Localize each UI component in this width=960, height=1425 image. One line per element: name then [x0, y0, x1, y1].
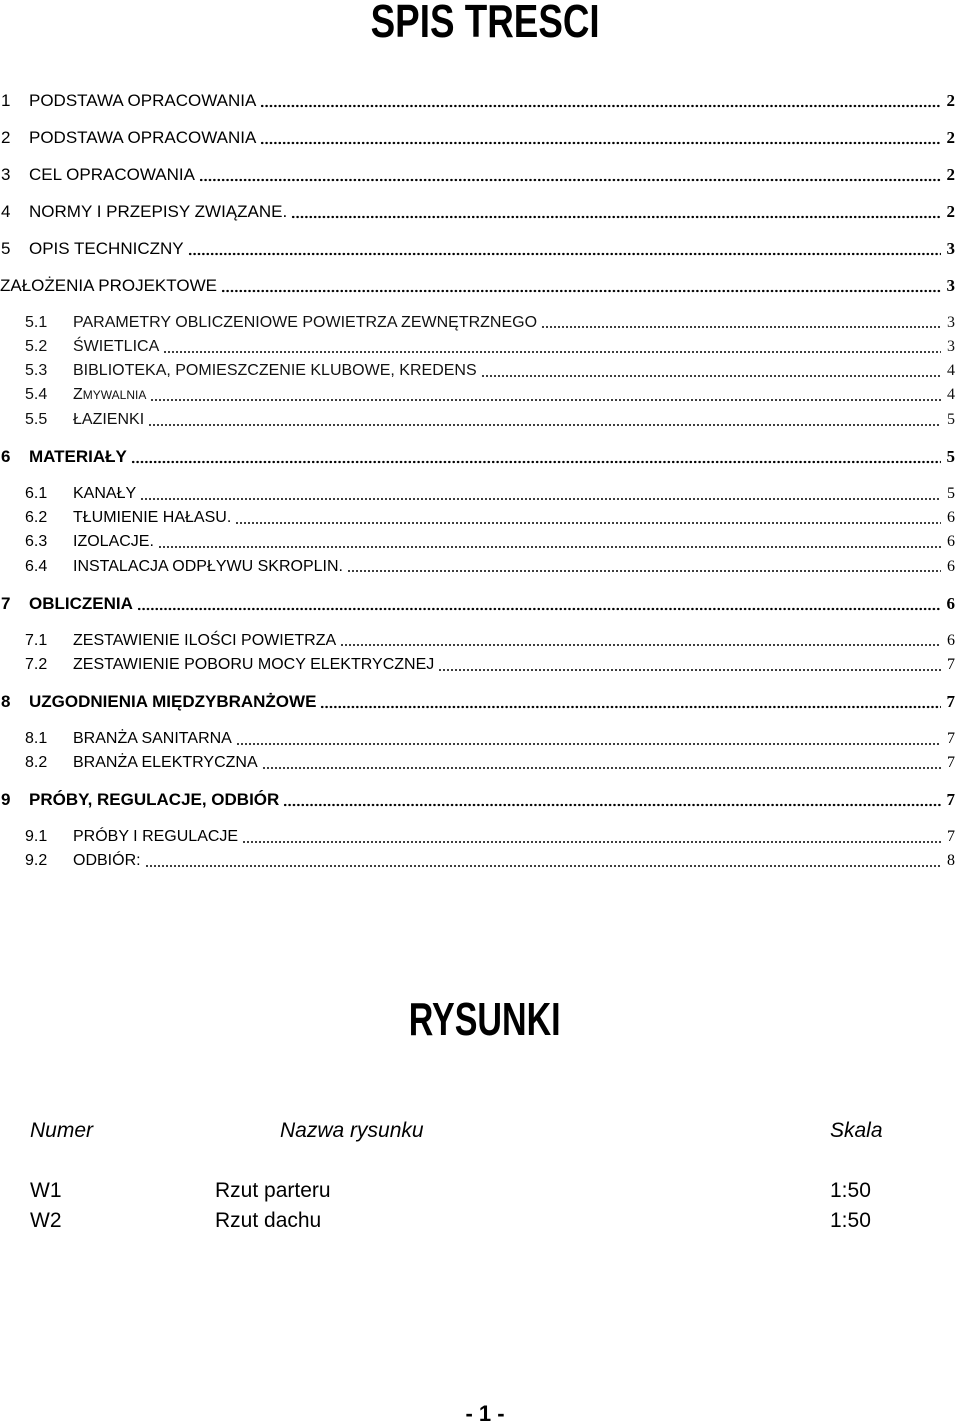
toc-entry-5[interactable]: [0, 237, 955, 261]
dot-leader: [131, 445, 941, 469]
dot-leader: [262, 751, 941, 775]
toc-entry-page: 7: [946, 691, 955, 711]
dot-leader: [145, 849, 941, 873]
drawing-scale: 1:50: [830, 1209, 871, 1232]
dot-leader: [188, 237, 941, 261]
toc-entry-number: 6: [1, 446, 11, 466]
toc-entry-number: 8: [1, 691, 11, 711]
toc-entry-title: BRANŻA SANITARNA: [73, 729, 232, 747]
toc-entry-number: 5.5: [25, 410, 48, 428]
toc-entry-7-1[interactable]: [0, 629, 955, 653]
toc-entry-9-2[interactable]: [0, 849, 955, 873]
toc-entry-number: 6.2: [25, 509, 48, 527]
dot-leader: [236, 727, 941, 751]
toc-entry-number: 8.2: [25, 754, 48, 772]
dot-leader: [148, 408, 941, 432]
table-row: [0, 1208, 960, 1234]
toc-entry-number: 6.4: [25, 557, 48, 575]
toc-entry-6[interactable]: [0, 445, 955, 469]
dot-leader: [199, 163, 941, 187]
toc-entry-7[interactable]: [0, 592, 955, 616]
toc-entry-page: 7: [946, 790, 955, 810]
toc-entry-number: 5.1: [25, 313, 48, 331]
toc-entry-6-1[interactable]: [0, 482, 955, 506]
dot-leader: [291, 200, 940, 224]
toc-entry-page: 5: [946, 446, 955, 466]
toc-entry-title: OPIS TECHNICZNY: [29, 238, 184, 258]
toc-entry-page: 7: [947, 754, 955, 772]
dot-leader: [340, 629, 941, 653]
column-header-name: Nazwa rysunku: [280, 1119, 424, 1142]
toc-entry-page: 8: [947, 852, 955, 870]
toc-entry-4[interactable]: [0, 200, 955, 224]
dot-leader: [481, 359, 941, 383]
toc-entry-title: INSTALACJA ODPŁYWU SKROPLIN.: [73, 557, 343, 575]
toc-entry-number: 9: [1, 790, 11, 810]
toc-entry-title: PRÓBY I REGULACJE: [73, 828, 239, 846]
toc-entry-title: KANAŁY: [73, 484, 137, 502]
toc-entry-number: 9.1: [25, 828, 48, 846]
toc-entry-number: 9.2: [25, 852, 48, 870]
toc-entry-page: 2: [946, 127, 955, 147]
toc-entry-title: ŁAZIENKI: [73, 410, 145, 428]
dot-leader: [221, 274, 941, 298]
toc-entry-page: 7: [947, 729, 955, 747]
toc-entry-page: 6: [947, 509, 955, 527]
dot-leader: [283, 788, 940, 812]
drawings-table-header: [0, 1118, 960, 1144]
toc-entry-title: BRANŻA ELEKTRYCZNA: [73, 754, 258, 772]
toc-entry-number: 6.1: [25, 484, 48, 502]
dot-leader: [140, 482, 941, 506]
toc-entry-9[interactable]: [0, 788, 955, 812]
toc-entry-title: MATERIAŁY: [29, 446, 127, 466]
drawing-number: W1: [30, 1179, 62, 1202]
table-row: [0, 1178, 960, 1204]
toc-entry-title: IZOLACJE.: [73, 533, 154, 551]
toc-entry-5-1[interactable]: [0, 311, 955, 335]
dot-leader: [347, 555, 941, 579]
toc-entry-3[interactable]: [0, 163, 955, 187]
toc-entry-number: 6.3: [25, 533, 48, 551]
column-header-number: Numer: [30, 1119, 94, 1142]
toc-entry-page: 6: [947, 631, 955, 649]
toc-entry-9-1[interactable]: [0, 825, 955, 849]
toc-entry-6-4[interactable]: [0, 555, 955, 579]
toc-entry-page: 5: [947, 410, 955, 428]
toc-entry-title: ODBIÓR:: [73, 852, 141, 870]
toc-entry-page: 3: [946, 275, 955, 295]
toc-entry-5-3[interactable]: [0, 359, 955, 383]
toc-entry-title: BIBLIOTEKA, POMIESZCZENIE KLUBOWE, KREDENS: [73, 362, 477, 380]
toc-entry-5-5[interactable]: [0, 408, 955, 432]
toc-entry-title: ZESTAWIENIE POBORU MOCY ELEKTRYCZNEJ: [73, 655, 435, 673]
toc-entry-page: 2: [946, 164, 955, 184]
column-header-scale: Skala: [830, 1119, 883, 1142]
toc-entry-title: ŚWIETLICA: [73, 337, 160, 355]
toc-entry-number: 7: [1, 593, 11, 613]
dot-leader: [163, 335, 941, 359]
drawings-heading-container: [10, 993, 960, 1045]
dot-leader: [541, 311, 941, 335]
dot-leader: [242, 825, 941, 849]
toc-entry-number: 5.4: [25, 386, 48, 404]
dot-leader: [150, 383, 941, 407]
toc-entry-page: 4: [947, 362, 955, 380]
toc-entry-page: 7: [947, 655, 955, 673]
toc-entry-number: 2: [1, 127, 11, 147]
page-title: SPIS TRESCI: [370, 0, 600, 47]
toc-entry-page: 3: [947, 313, 955, 331]
toc-entry-6-3[interactable]: [0, 530, 955, 554]
toc-entry-number: 3: [1, 164, 11, 184]
toc-entry-5-4[interactable]: [0, 383, 955, 407]
drawing-name: Rzut dachu: [215, 1209, 322, 1232]
drawing-number: W2: [30, 1209, 62, 1232]
toc-entry-page: 2: [946, 201, 955, 221]
toc-entry-number: 7.2: [25, 655, 48, 673]
drawings-heading: RYSUNKI: [409, 993, 561, 1045]
toc-entry-page: 6: [947, 533, 955, 551]
toc-entry-title: NORMY I PRZEPISY ZWIĄZANE.: [29, 201, 288, 221]
toc-entry-title: UZGODNIENIA MIĘDZYBRANŻOWE: [29, 691, 317, 711]
toc-entry-number: 5.2: [25, 337, 48, 355]
dot-leader: [260, 89, 940, 113]
toc-entry-number: 4: [1, 201, 11, 221]
toc-entry-7-2[interactable]: [0, 653, 955, 677]
page-number: - 1 -: [465, 1401, 505, 1425]
toc-entry-title: TŁUMIENIE HAŁASU.: [73, 509, 232, 527]
toc-entry-title: CEL OPRACOWANIA: [29, 164, 195, 184]
toc-entry-title: ZAŁOŻENIA PROJEKTOWE: [0, 275, 217, 295]
toc-entry-8-2[interactable]: [0, 751, 955, 775]
dot-leader: [438, 653, 941, 677]
toc-entry-number: 5.3: [25, 362, 48, 380]
toc-entry-number: 8.1: [25, 729, 48, 747]
toc-entry-title: PARAMETRY OBLICZENIOWE POWIETRZA ZEWNĘTRZNEGO: [73, 313, 538, 331]
dot-leader: [158, 530, 941, 554]
toc-entry-page: 3: [947, 337, 955, 355]
page-title-container: [10, 0, 960, 47]
toc-entry-1[interactable]: [0, 89, 955, 113]
toc-entry-8[interactable]: [0, 690, 955, 714]
toc-entry-zalozenia-projektowe[interactable]: [0, 274, 955, 298]
drawing-scale: 1:50: [830, 1179, 871, 1202]
toc-entry-title: PODSTAWA OPRACOWANIA: [29, 127, 257, 147]
toc-entry-page: 6: [947, 557, 955, 575]
toc-entry-title: OBLICZENIA: [29, 593, 133, 613]
toc-entry-number: 1: [1, 90, 11, 110]
table-of-contents: [0, 76, 955, 874]
toc-entry-title: ZMYWALNIA: [73, 386, 147, 404]
toc-entry-number: 7.1: [25, 631, 48, 649]
toc-entry-title: ZESTAWIENIE ILOŚCI POWIETRZA: [73, 631, 337, 649]
toc-entry-6-2[interactable]: [0, 506, 955, 530]
toc-entry-5-2[interactable]: [0, 335, 955, 359]
toc-entry-page: 6: [946, 593, 955, 613]
toc-entry-title: PRÓBY, REGULACJE, ODBIÓR: [29, 790, 280, 810]
toc-entry-page: 2: [946, 90, 955, 110]
toc-entry-page: 4: [947, 386, 955, 404]
toc-entry-page: 7: [947, 828, 955, 846]
dot-leader: [235, 506, 941, 530]
dot-leader: [320, 690, 940, 714]
toc-entry-8-1[interactable]: [0, 727, 955, 751]
drawing-name: Rzut parteru: [215, 1179, 331, 1202]
toc-entry-title: PODSTAWA OPRACOWANIA: [29, 90, 257, 110]
toc-entry-page: 5: [947, 484, 955, 502]
toc-entry-2[interactable]: [0, 126, 955, 150]
toc-entry-page: 3: [946, 238, 955, 258]
dot-leader: [260, 126, 940, 150]
toc-entry-number: 5: [1, 238, 11, 258]
dot-leader: [137, 592, 941, 616]
